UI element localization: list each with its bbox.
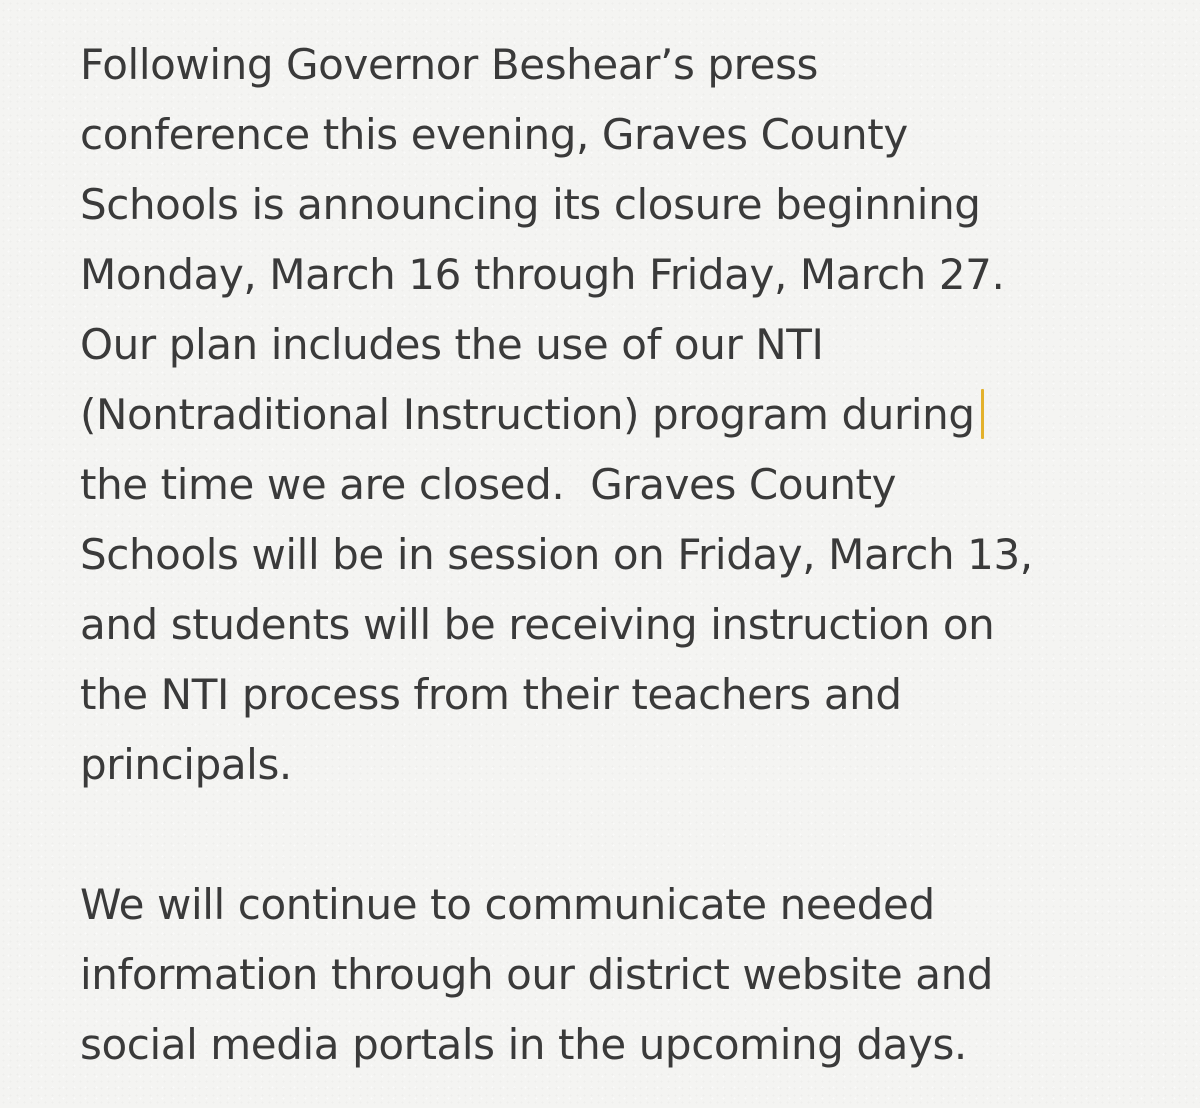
paragraph-spacer — [80, 800, 1160, 870]
note-line: Monday, March 16 through Friday, March 27. — [80, 250, 1005, 299]
note-line: Schools is announcing its closure beginning — [80, 180, 981, 229]
note-text-body[interactable] — [80, 30, 1160, 1080]
note-line-with-cursor — [80, 380, 1160, 450]
note-line: conference this evening, Graves County — [80, 110, 908, 159]
note-line: principals. — [80, 740, 292, 789]
note-line: Schools will be in session on Friday, March 13, — [80, 530, 1033, 579]
note-line: social media portals in the upcoming days. — [80, 1020, 967, 1069]
note-line-text: (Nontraditional Instruction) program during — [80, 390, 975, 439]
note-line: Following Governor Beshear’s press — [80, 40, 819, 89]
text-cursor — [981, 389, 984, 439]
note-line: the NTI process from their teachers and — [80, 670, 902, 719]
note-line: the time we are closed. Graves County — [80, 460, 897, 509]
note-line: information through our district website and — [80, 950, 994, 999]
note-line: Our plan includes the use of our NTI — [80, 320, 824, 369]
note-line: and students will be receiving instruction on — [80, 600, 995, 649]
note-line: We will continue to communicate needed — [80, 880, 935, 929]
